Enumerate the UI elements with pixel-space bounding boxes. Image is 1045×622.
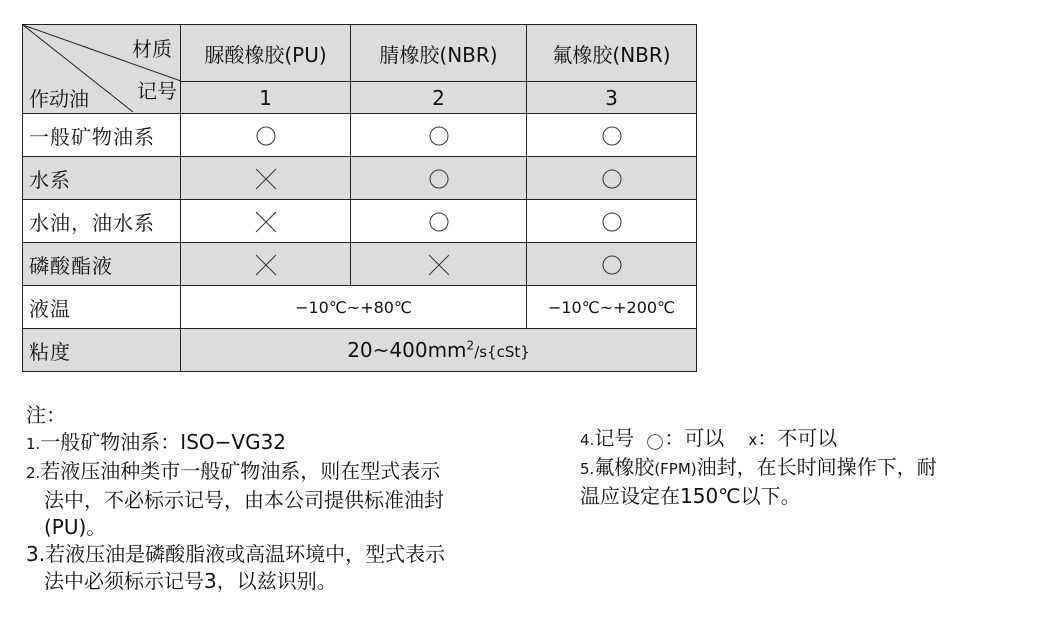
mark-cell — [527, 114, 697, 157]
mark-cell — [181, 243, 351, 286]
note-3: 3.若液压油是磷酸脂液或高温环境中，型式表示 法中必须标示记号3，以兹识别。 — [26, 542, 446, 593]
cross-icon — [255, 168, 277, 190]
notes-left — [26, 402, 566, 595]
symbol-3: 3 — [527, 82, 697, 114]
table-row-phosphate-ester — [23, 243, 697, 286]
mark-cell — [527, 157, 697, 200]
temp-range-pu-nbr: −10℃~+80℃ — [181, 286, 527, 329]
column-header-nbr: 腈橡胶(NBR) — [351, 25, 527, 82]
circle-icon — [601, 125, 623, 147]
table-row-water-oil — [23, 200, 697, 243]
mark-cell — [527, 200, 697, 243]
diagonal-header-cell — [23, 25, 181, 114]
cross-icon — [255, 211, 277, 233]
cross-icon — [428, 254, 450, 276]
circle-icon — [255, 125, 277, 147]
circle-icon — [428, 211, 450, 233]
note-5: 5.氟橡胶(FPM)油封，在长时间操作下，耐 温应设定在150℃以下。 — [580, 455, 937, 508]
circle-icon — [428, 168, 450, 190]
mark-cell — [351, 114, 527, 157]
notes-right — [580, 425, 1040, 510]
circle-icon — [601, 211, 623, 233]
oil-label: 作动油 — [29, 87, 89, 111]
table-row-water — [23, 157, 697, 200]
mark-cell — [527, 243, 697, 286]
symbol-1: 1 — [181, 82, 351, 114]
mark-cell — [351, 243, 527, 286]
row-label: 一般矿物油系 — [23, 114, 181, 157]
mark-cell — [181, 114, 351, 157]
column-header-fkm: 氟橡胶(NBR) — [527, 25, 697, 82]
notes-title: 注： — [26, 403, 66, 427]
circle-icon — [646, 431, 664, 449]
symbol-2: 2 — [351, 82, 527, 114]
note-2: 2.若液压油种类市一般矿物油系，则在型式表示 法中，不必标示记号，由本公司提供标准油封 (PU)。 — [26, 459, 444, 539]
row-label: 水系 — [23, 157, 181, 200]
mark-cell — [351, 200, 527, 243]
mark-cell — [181, 157, 351, 200]
cross-icon — [255, 254, 277, 276]
oil-compatibility-table — [22, 24, 697, 372]
circle-icon — [601, 254, 623, 276]
table-row-temperature — [23, 286, 697, 329]
mark-cell — [181, 200, 351, 243]
viscosity-value-cell — [181, 329, 697, 372]
note-4: 4.记号 ：可以 x：不可以 — [580, 426, 838, 450]
row-label: 水油，油水系 — [23, 200, 181, 243]
table-row-mineral-oil — [23, 114, 697, 157]
table-row-viscosity — [23, 329, 697, 372]
column-header-pu: 脲酸橡胶(PU) — [181, 25, 351, 82]
circle-icon — [428, 125, 450, 147]
viscosity-value: 20~400mm — [347, 338, 467, 362]
row-label: 粘度 — [23, 329, 181, 372]
row-label: 液温 — [23, 286, 181, 329]
symbol-label: 记号 — [137, 79, 177, 103]
viscosity-unit: /s{cSt} — [474, 343, 530, 361]
row-label: 磷酸酯液 — [23, 243, 181, 286]
mark-cell — [351, 157, 527, 200]
temp-range-fkm: −10℃~+200℃ — [527, 286, 697, 329]
note-1: 1.一般矿物油系：ISO−VG32 — [26, 430, 287, 454]
material-label: 材质 — [132, 37, 172, 61]
header-row-material — [23, 25, 697, 82]
viscosity-exponent: 2 — [466, 338, 475, 353]
circle-icon — [601, 168, 623, 190]
